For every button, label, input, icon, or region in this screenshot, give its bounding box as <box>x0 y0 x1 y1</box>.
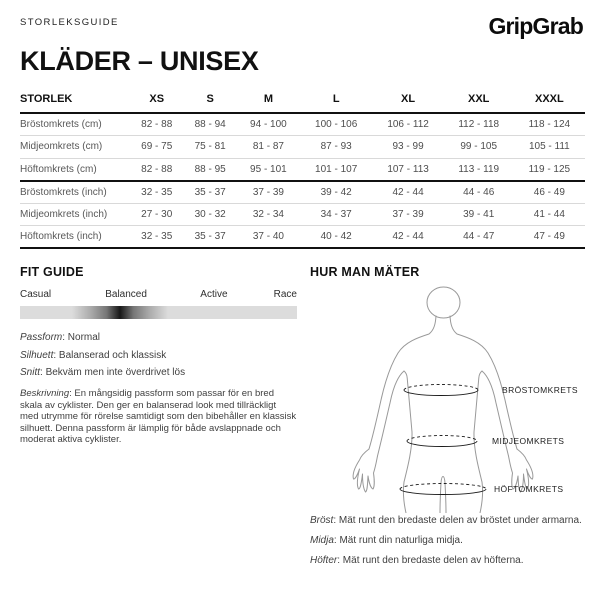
fit-scale-label-balanced: Balanced <box>105 289 147 300</box>
size-range-cell: 107 - 113 <box>372 158 443 181</box>
column-header: S <box>183 90 236 113</box>
fit-attr-label: Snitt : <box>20 367 46 378</box>
size-range-cell: 39 - 41 <box>444 203 514 226</box>
row-label: Midjeomkrets (inch) <box>20 203 130 226</box>
size-range-cell: 30 - 32 <box>183 203 236 226</box>
waist-measure-tape <box>407 436 564 448</box>
instruction-text: Mät runt den bredaste delen av höfterna. <box>342 555 524 566</box>
size-range-cell: 99 - 105 <box>444 136 514 159</box>
fit-scale-label-casual: Casual <box>20 289 52 300</box>
column-header: XL <box>372 90 443 113</box>
size-range-cell: 95 - 101 <box>237 158 300 181</box>
fit-attr-value: Balanserad och klassisk <box>58 349 167 361</box>
size-range-cell: 119 - 125 <box>514 158 585 181</box>
measure-instruction-hip <box>310 555 595 566</box>
fit-indicator <box>72 306 168 319</box>
size-table-body <box>20 113 585 248</box>
size-range-cell: 94 - 100 <box>237 113 300 136</box>
size-range-cell: 118 - 124 <box>514 113 585 136</box>
size-range-cell: 69 - 75 <box>130 136 183 159</box>
eyebrow-label: STORLEKSGUIDE <box>20 17 119 28</box>
row-label: Höftomkrets (inch) <box>20 226 130 249</box>
table-row <box>20 226 585 249</box>
column-header: XXL <box>444 90 514 113</box>
size-range-cell: 93 - 99 <box>372 136 443 159</box>
column-header: XXXL <box>514 90 585 113</box>
instruction-label: Bröst : <box>310 515 339 526</box>
size-range-cell: 75 - 81 <box>183 136 236 159</box>
size-range-cell: 106 - 112 <box>372 113 443 136</box>
size-range-cell: 27 - 30 <box>130 203 183 226</box>
brand-logo: GripGrab <box>488 13 583 39</box>
fit-attributes <box>20 332 297 378</box>
size-range-cell: 47 - 49 <box>514 226 585 249</box>
size-range-cell: 88 - 94 <box>183 113 236 136</box>
size-range-cell: 35 - 37 <box>183 226 236 249</box>
size-range-cell: 44 - 47 <box>444 226 514 249</box>
fit-description-label: Beskrivning : <box>20 388 74 399</box>
measure-section <box>310 265 585 279</box>
size-range-cell: 87 - 93 <box>300 136 373 159</box>
measure-instruction-chest <box>310 515 595 526</box>
size-range-cell: 82 - 88 <box>130 113 183 136</box>
measure-instructions <box>310 515 595 575</box>
table-row <box>20 113 585 136</box>
body-outline <box>353 287 533 513</box>
size-range-cell: 37 - 39 <box>372 203 443 226</box>
fit-attr-snitt <box>20 367 297 378</box>
fit-description <box>20 388 297 446</box>
instruction-text: Mät runt den bredaste delen av bröstet under armarna. <box>338 515 582 526</box>
column-header: M <box>237 90 300 113</box>
fit-attr-silhuett <box>20 350 297 361</box>
fit-scale-label-race: Race <box>273 289 297 300</box>
page-title: KLÄDER – UNISEX <box>20 46 259 76</box>
table-row <box>20 203 585 226</box>
column-header: STORLEK <box>20 90 130 113</box>
fit-attr-passform <box>20 332 297 343</box>
table-row <box>20 136 585 159</box>
size-range-cell: 32 - 34 <box>237 203 300 226</box>
column-header: XS <box>130 90 183 113</box>
size-range-cell: 32 - 35 <box>130 181 183 204</box>
table-row <box>20 181 585 204</box>
measure-instruction-waist <box>310 535 595 546</box>
size-range-cell: 34 - 37 <box>300 203 373 226</box>
fit-description-text: En mångsidig passform som passar för en bred skala av cyklister. Den ger en balanserad look med tillräckligt med utrymme för rörelse samtidigt som den bibehåller en klassisk silhuett. Denna passform är lämplig för både avslappnade och moderat aktiva cyklister. <box>20 388 297 446</box>
size-range-cell: 100 - 106 <box>300 113 373 136</box>
size-range-cell: 37 - 40 <box>237 226 300 249</box>
size-range-cell: 112 - 118 <box>444 113 514 136</box>
table-row <box>20 158 585 181</box>
hip-measure-tape <box>400 484 563 496</box>
size-range-cell: 40 - 42 <box>300 226 373 249</box>
size-range-cell: 46 - 49 <box>514 181 585 204</box>
size-range-cell: 88 - 95 <box>183 158 236 181</box>
size-range-cell: 113 - 119 <box>444 158 514 181</box>
size-range-cell: 41 - 44 <box>514 203 585 226</box>
measure-heading: HUR MAN MÄTER <box>310 265 420 279</box>
fit-scale-label-active: Active <box>200 289 228 300</box>
fit-guide-heading: FIT GUIDE <box>20 265 84 279</box>
instruction-label: Midja : <box>310 535 339 546</box>
fit-guide-section <box>20 265 297 446</box>
hip-label: HÖFTOMKRETS <box>494 484 564 494</box>
chest-label: BRÖSTOMKRETS <box>502 385 578 395</box>
row-label: Höftomkrets (cm) <box>20 158 130 181</box>
fit-scale-bar <box>20 306 297 319</box>
column-header: L <box>300 90 373 113</box>
instruction-text: Mät runt din naturliga midja. <box>339 535 463 546</box>
fit-attr-value: Normal <box>67 332 101 343</box>
size-range-cell: 82 - 88 <box>130 158 183 181</box>
row-label: Bröstomkrets (cm) <box>20 113 130 136</box>
fit-attr-label: Silhuett : <box>20 350 59 361</box>
row-label: Bröstomkrets (inch) <box>20 181 130 204</box>
waist-label: MIDJEOMKRETS <box>492 436 565 446</box>
size-range-cell: 42 - 44 <box>372 226 443 249</box>
size-range-cell: 81 - 87 <box>237 136 300 159</box>
body-measure-diagram <box>330 280 590 513</box>
size-range-cell: 39 - 42 <box>300 181 373 204</box>
size-table-header-row <box>20 90 585 113</box>
size-range-cell: 37 - 39 <box>237 181 300 204</box>
fit-attr-label: Passform : <box>20 332 68 343</box>
size-range-cell: 32 - 35 <box>130 226 183 249</box>
row-label: Midjeomkrets (cm) <box>20 136 130 159</box>
size-range-cell: 35 - 37 <box>183 181 236 204</box>
size-range-cell: 105 - 111 <box>514 136 585 159</box>
size-range-cell: 44 - 46 <box>444 181 514 204</box>
instruction-label: Höfter : <box>310 555 343 566</box>
size-table <box>20 90 585 249</box>
size-range-cell: 101 - 107 <box>300 158 373 181</box>
fit-scale-labels <box>20 289 297 302</box>
size-range-cell: 42 - 44 <box>372 181 443 204</box>
fit-attr-value: Bekväm men inte överdrivet lös <box>45 367 186 378</box>
